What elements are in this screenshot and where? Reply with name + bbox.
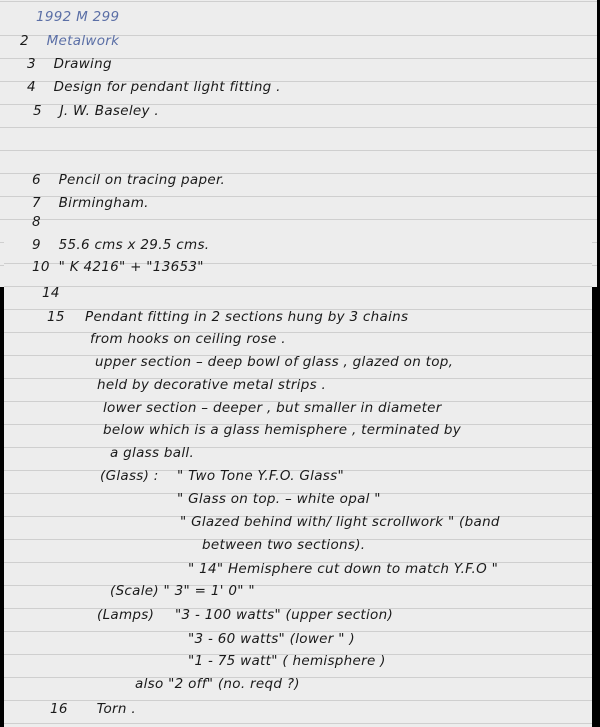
glass-label: (Glass) : <box>100 468 159 484</box>
line-number: 9 <box>32 237 41 253</box>
line-15-number: 15 <box>47 309 65 325</box>
line-6 <box>32 172 225 188</box>
line-8 <box>32 214 54 230</box>
line-text: " K 4216" + "13653" <box>58 259 204 275</box>
description-line: held by decorative metal strips . <box>97 377 327 393</box>
line-text: Birmingham. <box>58 195 149 211</box>
line-3 <box>27 56 112 72</box>
line-14 <box>42 285 64 301</box>
description-line: Pendant fitting in 2 sections hung by 3 chains <box>85 309 409 325</box>
lamps-line: "1 - 75 watt" ( hemisphere ) <box>188 653 386 669</box>
line-10 <box>32 259 204 275</box>
description-line: lower section – deeper , but smaller in diameter <box>103 400 442 416</box>
item-16 <box>50 701 136 717</box>
line-number: 4 <box>27 79 36 95</box>
line-7 <box>32 195 149 211</box>
description-line: from hooks on ceiling rose . <box>90 331 286 347</box>
line-number: 5 <box>33 103 42 119</box>
line-number: 14 <box>42 285 60 301</box>
glass-line: " 14" Hemisphere cut down to match Y.F.O " <box>188 561 499 577</box>
glass-line: between two sections). <box>202 537 366 553</box>
description-line: below which is a glass hemisphere , terminated by <box>103 422 461 438</box>
line-2 <box>20 33 119 49</box>
line-number: 2 <box>20 33 29 49</box>
also-line: also "2 off" (no. reqd ?) <box>135 676 300 692</box>
line-5 <box>33 103 159 119</box>
lamps-line: "3 - 60 watts" (lower " ) <box>188 631 355 647</box>
line-number: 3 <box>27 56 36 72</box>
line-number: 7 <box>32 195 41 211</box>
glass-line: " Two Tone Y.F.O. Glass" <box>177 468 344 484</box>
line-text: Torn . <box>96 701 136 717</box>
line-text: Design for pendant light fitting . <box>53 79 281 95</box>
line-text: Metalwork <box>46 33 120 49</box>
lamps-line: "3 - 100 watts" (upper section) <box>175 607 394 623</box>
line-text: Pencil on tracing paper. <box>58 172 226 188</box>
glass-line: " Glass on top. – white opal " <box>177 491 381 507</box>
line-number: 16 <box>50 701 68 717</box>
description-line: upper section – deep bowl of glass , glazed on top, <box>95 354 454 370</box>
line-number: 8 <box>32 214 41 230</box>
line-4 <box>27 79 281 95</box>
line-9 <box>32 237 209 253</box>
scale-line: (Scale) " 3" = 1' 0" " <box>110 583 255 599</box>
glass-line: " Glazed behind with/ light scrollwork " (band <box>180 514 500 530</box>
line-number: 10 <box>32 259 50 275</box>
description-line: a glass ball. <box>110 445 195 461</box>
lamps-label: (Lamps) <box>97 607 155 623</box>
line-text: J. W. Baseley . <box>59 103 159 119</box>
line-number: 6 <box>32 172 41 188</box>
header-reference: 1992 M 299 <box>36 9 120 25</box>
line-text: 55.6 cms x 29.5 cms. <box>58 237 210 253</box>
line-text: Drawing <box>53 56 112 72</box>
